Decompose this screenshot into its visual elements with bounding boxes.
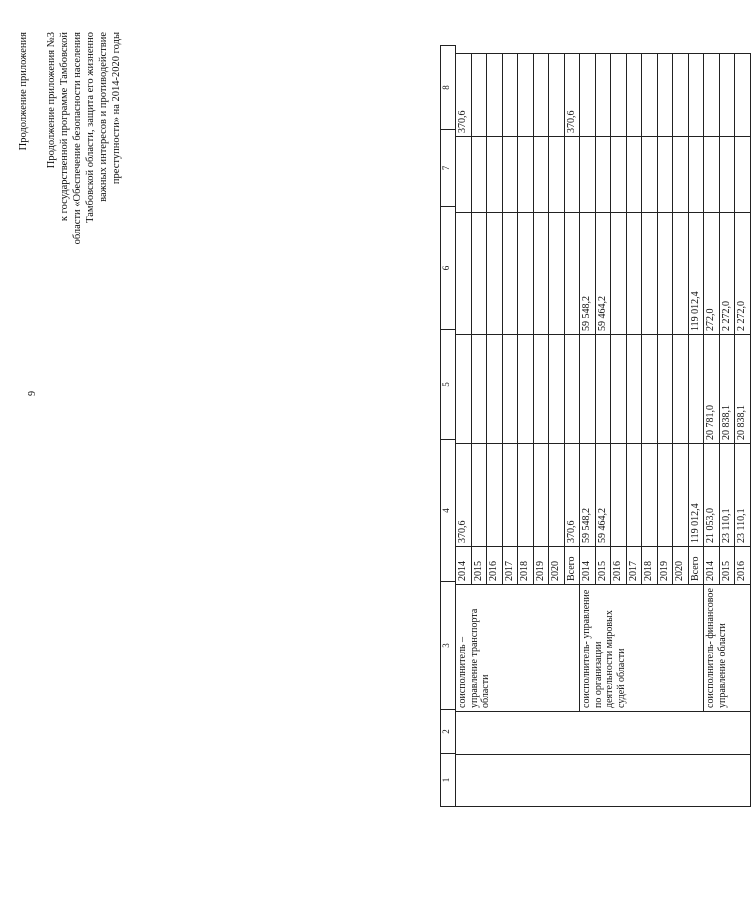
value-cell-c8 [580, 54, 596, 137]
value-cell-c7 [502, 137, 518, 213]
value-cell-c6 [471, 213, 487, 335]
value-cell-c6 [533, 213, 549, 335]
value-cell-c6 [518, 213, 534, 335]
value-cell-c5: 20 838,1 [719, 335, 735, 444]
value-cell-c7 [611, 137, 627, 213]
value-cell-c6 [657, 213, 673, 335]
value-cell-c7 [487, 137, 503, 213]
header-line: Продолжение приложения №3 [46, 32, 57, 169]
value-cell-c5 [533, 335, 549, 444]
header-line: к государственной программе Тамбовской [59, 32, 70, 222]
value-cell-c4 [471, 444, 487, 547]
budget-table-body [456, 54, 751, 807]
value-cell-c8 [673, 54, 689, 137]
value-cell-c7 [673, 137, 689, 213]
value-cell-c6: 272,0 [704, 213, 720, 335]
value-cell-c5 [688, 335, 704, 444]
value-cell-c5 [487, 335, 503, 444]
column-number: 3 [441, 582, 456, 710]
year-cell: 2014 [580, 547, 596, 585]
table-row [704, 54, 720, 807]
year-cell: 2018 [518, 547, 534, 585]
value-cell-c5 [580, 335, 596, 444]
value-cell-c7 [719, 137, 735, 213]
value-cell-c4: 370,6 [564, 444, 580, 547]
value-cell-c5 [564, 335, 580, 444]
value-cell-c4: 23 110,1 [735, 444, 751, 547]
value-cell-c8 [704, 54, 720, 137]
year-cell: 2020 [549, 547, 565, 585]
value-cell-c7 [626, 137, 642, 213]
value-cell-c8 [533, 54, 549, 137]
budget-table [455, 53, 751, 807]
value-cell-c7 [688, 137, 704, 213]
value-cell-c7 [657, 137, 673, 213]
value-cell-c6: 59 548,2 [580, 213, 596, 335]
value-cell-c6 [611, 213, 627, 335]
year-cell: 2018 [642, 547, 658, 585]
column-number: 4 [441, 440, 456, 582]
value-cell-c5: 20 781,0 [704, 335, 720, 444]
value-cell-c8: 370,6 [456, 54, 472, 137]
value-cell-c6 [673, 213, 689, 335]
header-line: области «Обеспечение безопасности населения [72, 32, 83, 245]
value-cell-c4: 23 110,1 [719, 444, 735, 547]
year-cell: 2016 [735, 547, 751, 585]
value-cell-c4 [611, 444, 627, 547]
column-number: 5 [441, 330, 456, 440]
value-cell-c4: 119 012,4 [688, 444, 704, 547]
value-cell-c8 [487, 54, 503, 137]
value-cell-c7 [595, 137, 611, 213]
value-cell-c4 [673, 444, 689, 547]
value-cell-c5 [673, 335, 689, 444]
value-cell-c4 [549, 444, 565, 547]
value-cell-c7 [518, 137, 534, 213]
value-cell-c7 [549, 137, 565, 213]
year-cell: 2015 [595, 547, 611, 585]
value-cell-c6 [487, 213, 503, 335]
value-cell-c8 [595, 54, 611, 137]
value-cell-c6 [626, 213, 642, 335]
table-row [456, 54, 472, 807]
year-cell: 2019 [533, 547, 549, 585]
year-cell: 2016 [487, 547, 503, 585]
value-cell-c4 [657, 444, 673, 547]
header-line: важных интересов и противодействие [98, 32, 109, 202]
value-cell-c6 [502, 213, 518, 335]
column-number: 1 [441, 754, 456, 807]
executor-cell: соисполнитель- управление по организации деятельности мировых судей области [580, 585, 704, 712]
value-cell-c8 [502, 54, 518, 137]
header-continuation: Продолжение приложения [18, 32, 29, 151]
value-cell-c6: 119 012,4 [688, 213, 704, 335]
value-cell-c8 [642, 54, 658, 137]
value-cell-c5 [549, 335, 565, 444]
executor-cell: соисполнитель – управление транспорта области [456, 585, 580, 712]
value-cell-c6 [642, 213, 658, 335]
value-cell-c6 [456, 213, 472, 335]
value-cell-c6 [564, 213, 580, 335]
value-cell-c8 [657, 54, 673, 137]
value-cell-c5 [595, 335, 611, 444]
value-cell-c8 [719, 54, 735, 137]
value-cell-c4: 59 548,2 [580, 444, 596, 547]
value-cell-c5: 20 838,1 [735, 335, 751, 444]
value-cell-c4: 21 053,0 [704, 444, 720, 547]
year-cell: 2020 [673, 547, 689, 585]
year-cell: 2014 [704, 547, 720, 585]
value-cell-c7 [533, 137, 549, 213]
value-cell-c5 [502, 335, 518, 444]
value-cell-c8 [611, 54, 627, 137]
column-number: 8 [441, 46, 456, 130]
value-cell-c7 [564, 137, 580, 213]
header-line: Тамбовской области, защита его жизненно [85, 32, 96, 223]
value-cell-c4 [642, 444, 658, 547]
year-cell: 2017 [626, 547, 642, 585]
year-cell: 2014 [456, 547, 472, 585]
column-number-row [440, 45, 456, 807]
value-cell-c8 [471, 54, 487, 137]
value-cell-c4: 370,6 [456, 444, 472, 547]
column-number: 7 [441, 130, 456, 207]
value-cell-c5 [626, 335, 642, 444]
value-cell-c7 [580, 137, 596, 213]
value-cell-c4 [518, 444, 534, 547]
value-cell-c5 [518, 335, 534, 444]
table-row [580, 54, 596, 807]
value-cell-c7 [642, 137, 658, 213]
value-cell-c8: 370,6 [564, 54, 580, 137]
value-cell-c7 [471, 137, 487, 213]
value-cell-c8 [549, 54, 565, 137]
year-cell: Всего [688, 547, 704, 585]
value-cell-c6 [549, 213, 565, 335]
column-number: 6 [441, 207, 456, 330]
value-cell-c4: 59 464,2 [595, 444, 611, 547]
value-cell-c6: 2 272,0 [735, 213, 751, 335]
year-cell: 2015 [719, 547, 735, 585]
value-cell-c5 [456, 335, 472, 444]
year-cell: 2015 [471, 547, 487, 585]
value-cell-c5 [657, 335, 673, 444]
header-line: преступности» на 2014-2020 годы [111, 32, 122, 185]
value-cell-c5 [471, 335, 487, 444]
executor-cell: соисполнитель- финансовое управление области [704, 585, 751, 712]
page-number: 9 [27, 391, 38, 396]
year-cell: 2016 [611, 547, 627, 585]
value-cell-c6: 2 272,0 [719, 213, 735, 335]
value-cell-c8 [518, 54, 534, 137]
value-cell-c7 [456, 137, 472, 213]
value-cell-c4 [502, 444, 518, 547]
value-cell-c8 [735, 54, 751, 137]
value-cell-c4 [533, 444, 549, 547]
value-cell-c7 [704, 137, 720, 213]
value-cell-c5 [642, 335, 658, 444]
value-cell-c4 [626, 444, 642, 547]
value-cell-c5 [611, 335, 627, 444]
year-cell: Всего [564, 547, 580, 585]
value-cell-c7 [735, 137, 751, 213]
value-cell-c4 [487, 444, 503, 547]
value-cell-c8 [688, 54, 704, 137]
value-cell-c6: 59 464,2 [595, 213, 611, 335]
empty-cell-col1 [456, 755, 751, 807]
column-number: 2 [441, 710, 456, 754]
empty-cell-col2 [456, 712, 751, 755]
value-cell-c8 [626, 54, 642, 137]
year-cell: 2019 [657, 547, 673, 585]
year-cell: 2017 [502, 547, 518, 585]
